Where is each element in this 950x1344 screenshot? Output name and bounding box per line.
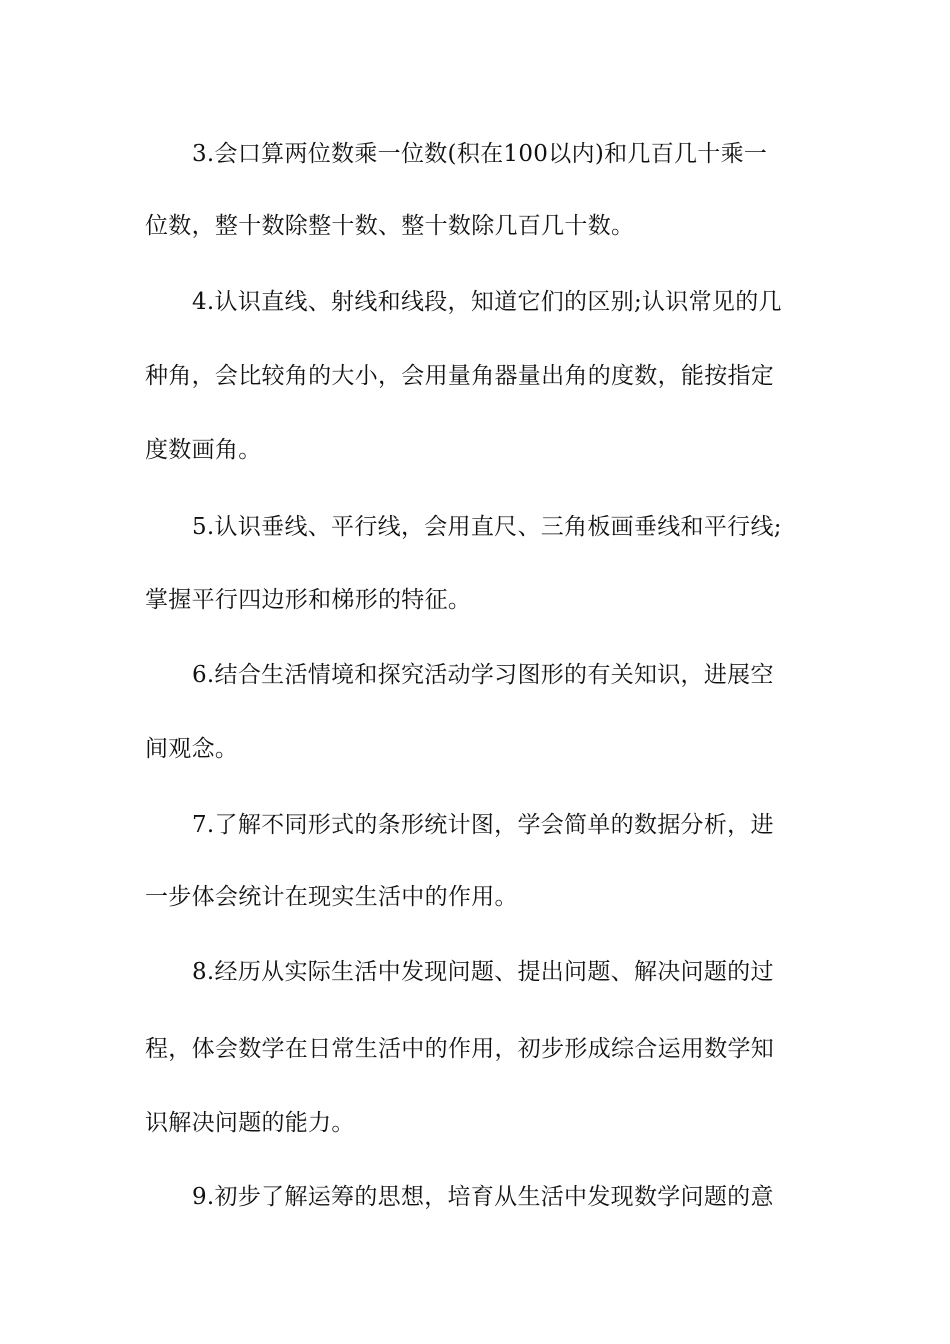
paragraph-6-line-2: 间观念。 [145,736,239,762]
paragraph-7-line-2: 一步体会统计在现实生活中的作用。 [145,884,518,910]
paragraph-4-line-3: 度数画角。 [145,437,262,463]
paragraph-3-line-2: 位数，整十数除整十数、整十数除几百几十数。 [145,213,635,239]
paragraph-8-line-1: 8.经历从实际生活中发现问题、提出问题、解决问题的过 [192,959,774,985]
paragraph-4-line-1: 4.认识直线、射线和线段，知道它们的区别;认识常见的几 [192,289,782,315]
paragraph-8-line-2: 程，体会数学在日常生活中的作用，初步形成综合运用数学知 [145,1036,775,1062]
paragraph-8-line-3: 识解决问题的能力。 [145,1110,355,1136]
paragraph-5-line-2: 掌握平行四边形和梯形的特征。 [145,587,472,613]
paragraph-4-line-2: 种角，会比较角的大小，会用量角器量出角的度数，能按指定 [145,363,775,389]
paragraph-9-line-1: 9.初步了解运筹的思想，培育从生活中发现数学问题的意 [192,1184,774,1210]
paragraph-6-line-1: 6.结合生活情境和探究活动学习图形的有关知识，进展空 [192,662,774,688]
paragraph-3-line-1: 3.会口算两位数乘一位数(积在100以内)和几百几十乘一 [192,141,768,167]
paragraph-7-line-1: 7.了解不同形式的条形统计图，学会简单的数据分析，进 [192,812,774,838]
paragraph-5-line-1: 5.认识垂线、平行线，会用直尺、三角板画垂线和平行线; [192,514,782,540]
